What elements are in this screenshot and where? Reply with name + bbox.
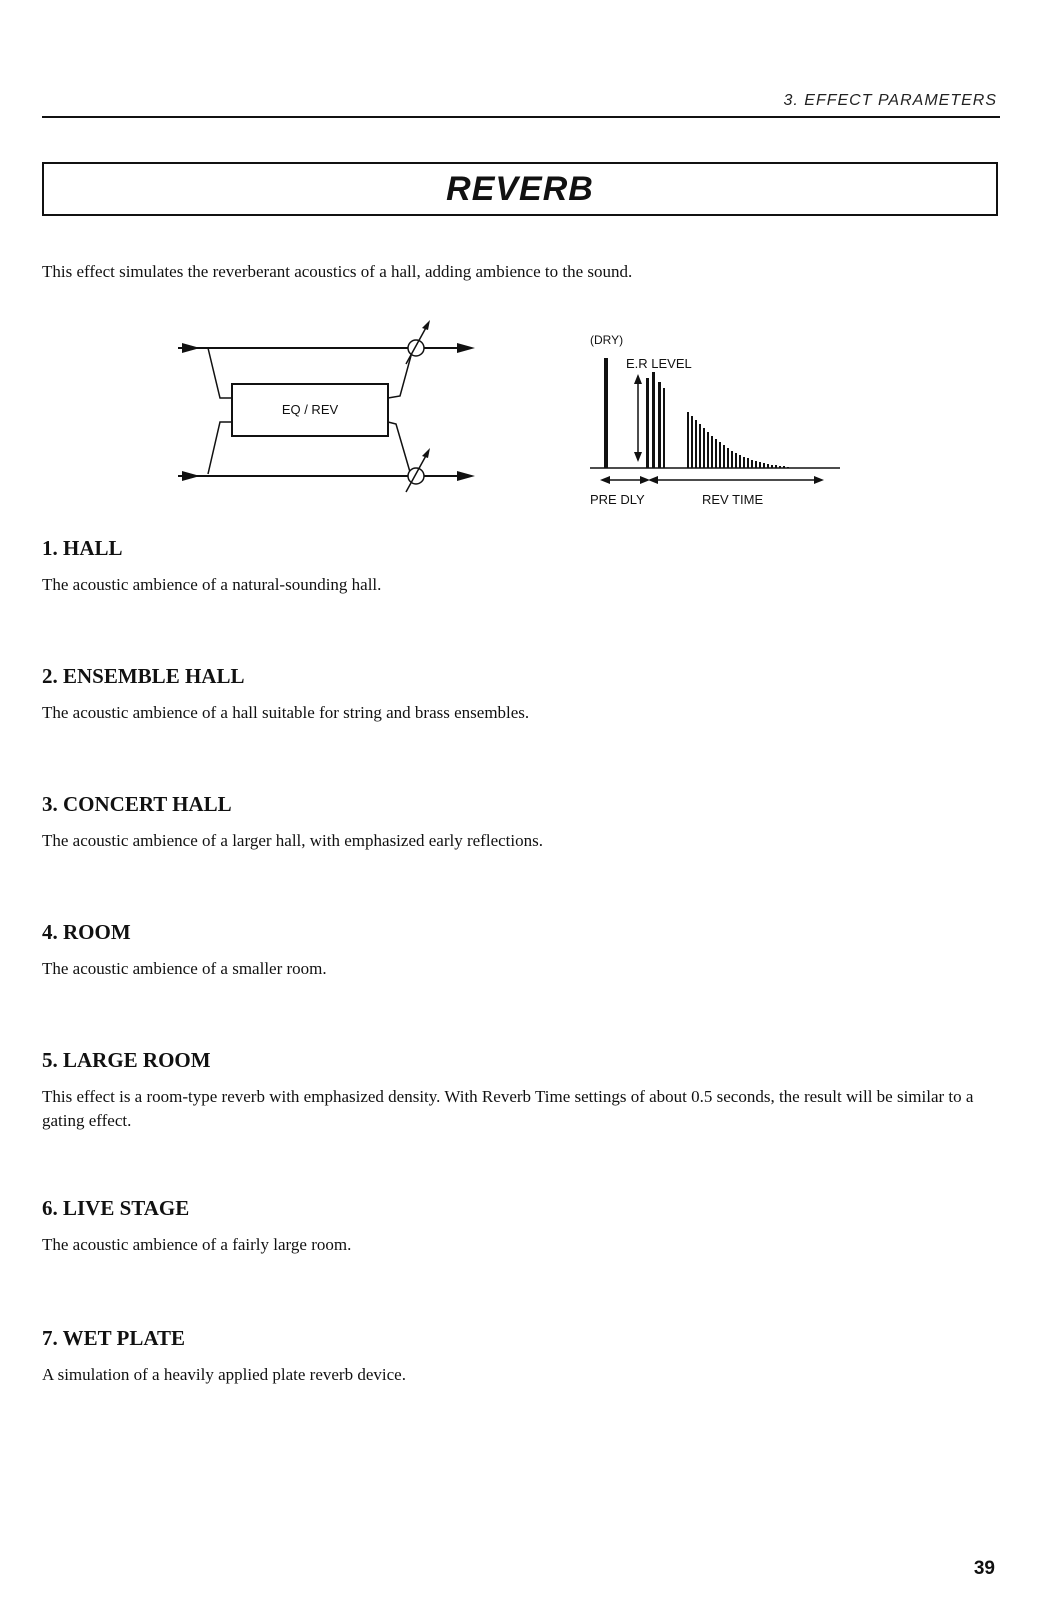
section-wet-plate — [42, 1326, 1002, 1387]
bottom-mixer-icon — [406, 452, 428, 492]
section-room — [42, 920, 1002, 981]
section-ensemble-hall — [42, 664, 1002, 725]
section-heading: 3. CONCERT HALL — [42, 792, 232, 816]
eq-rev-label: EQ / REV — [281, 402, 339, 417]
section-heading: 5. LARGE ROOM — [42, 1048, 211, 1072]
page-number: 39 — [973, 1558, 995, 1579]
page-title: REVERB — [446, 169, 594, 208]
pre-dly-label: PRE DLY — [590, 492, 645, 507]
top-output-arrow — [457, 343, 475, 353]
section-large-room — [42, 1048, 1002, 1133]
early-reflections — [646, 372, 665, 468]
bottom-mixer-arrow — [422, 448, 430, 458]
header-rule — [42, 116, 1000, 118]
er-level-arrow-down — [634, 452, 642, 462]
intro-text: This effect simulates the reverberant acoustics of a hall, adding ambience to the sound. — [42, 262, 633, 281]
section-live-stage — [42, 1196, 1002, 1257]
section-text: The acoustic ambience of a natural-sounding hall. — [42, 575, 382, 594]
section-heading: 6. LIVE STAGE — [42, 1196, 190, 1220]
section-text: This effect is a room-type reverb with emphasized density. With Reverb Time settings of about 0.5 seconds, the result will be similar to a gating effect. — [42, 1087, 974, 1130]
section-heading: 1. HALL — [42, 536, 123, 560]
section-text: The acoustic ambience of a larger hall, with emphasized early reflections. — [42, 831, 543, 850]
er-level-label: E.R LEVEL — [626, 356, 692, 371]
section-hall — [42, 536, 1002, 597]
bottom-branch-in — [208, 422, 232, 474]
title-box — [42, 162, 998, 216]
pre-dly-arrow-left — [600, 476, 610, 484]
top-mixer-arrow — [422, 320, 430, 330]
top-branch-in — [208, 348, 232, 398]
reverb-tail — [687, 412, 789, 468]
er-level-arrow-up — [634, 374, 642, 384]
bottom-input-arrow — [182, 471, 200, 481]
section-heading: 2. ENSEMBLE HALL — [42, 664, 245, 688]
section-text: A simulation of a heavily applied plate reverb device. — [42, 1365, 406, 1384]
top-mixer-icon — [406, 324, 428, 364]
rev-time-label: REV TIME — [702, 492, 764, 507]
dry-impulse-bar — [604, 358, 608, 468]
section-text: The acoustic ambience of a hall suitable for string and brass ensembles. — [42, 703, 530, 722]
dry-label: (DRY) — [590, 333, 624, 347]
signal-flow-diagram — [170, 318, 490, 503]
bottom-output-arrow — [457, 471, 475, 481]
section-concert-hall — [42, 792, 1002, 853]
header-chapter: 3. EFFECT PARAMETERS — [783, 92, 997, 109]
section-heading: 7. WET PLATE — [42, 1326, 185, 1350]
rev-time-arrow-right — [814, 476, 824, 484]
top-input-arrow — [182, 343, 200, 353]
reverb-envelope-graph — [590, 330, 850, 515]
section-text: The acoustic ambience of a fairly large room. — [42, 1235, 352, 1254]
rev-time-arrow-left — [648, 476, 658, 484]
section-text: The acoustic ambience of a smaller room. — [42, 959, 327, 978]
bottom-branch-out — [388, 422, 410, 472]
section-heading: 4. ROOM — [42, 920, 131, 944]
